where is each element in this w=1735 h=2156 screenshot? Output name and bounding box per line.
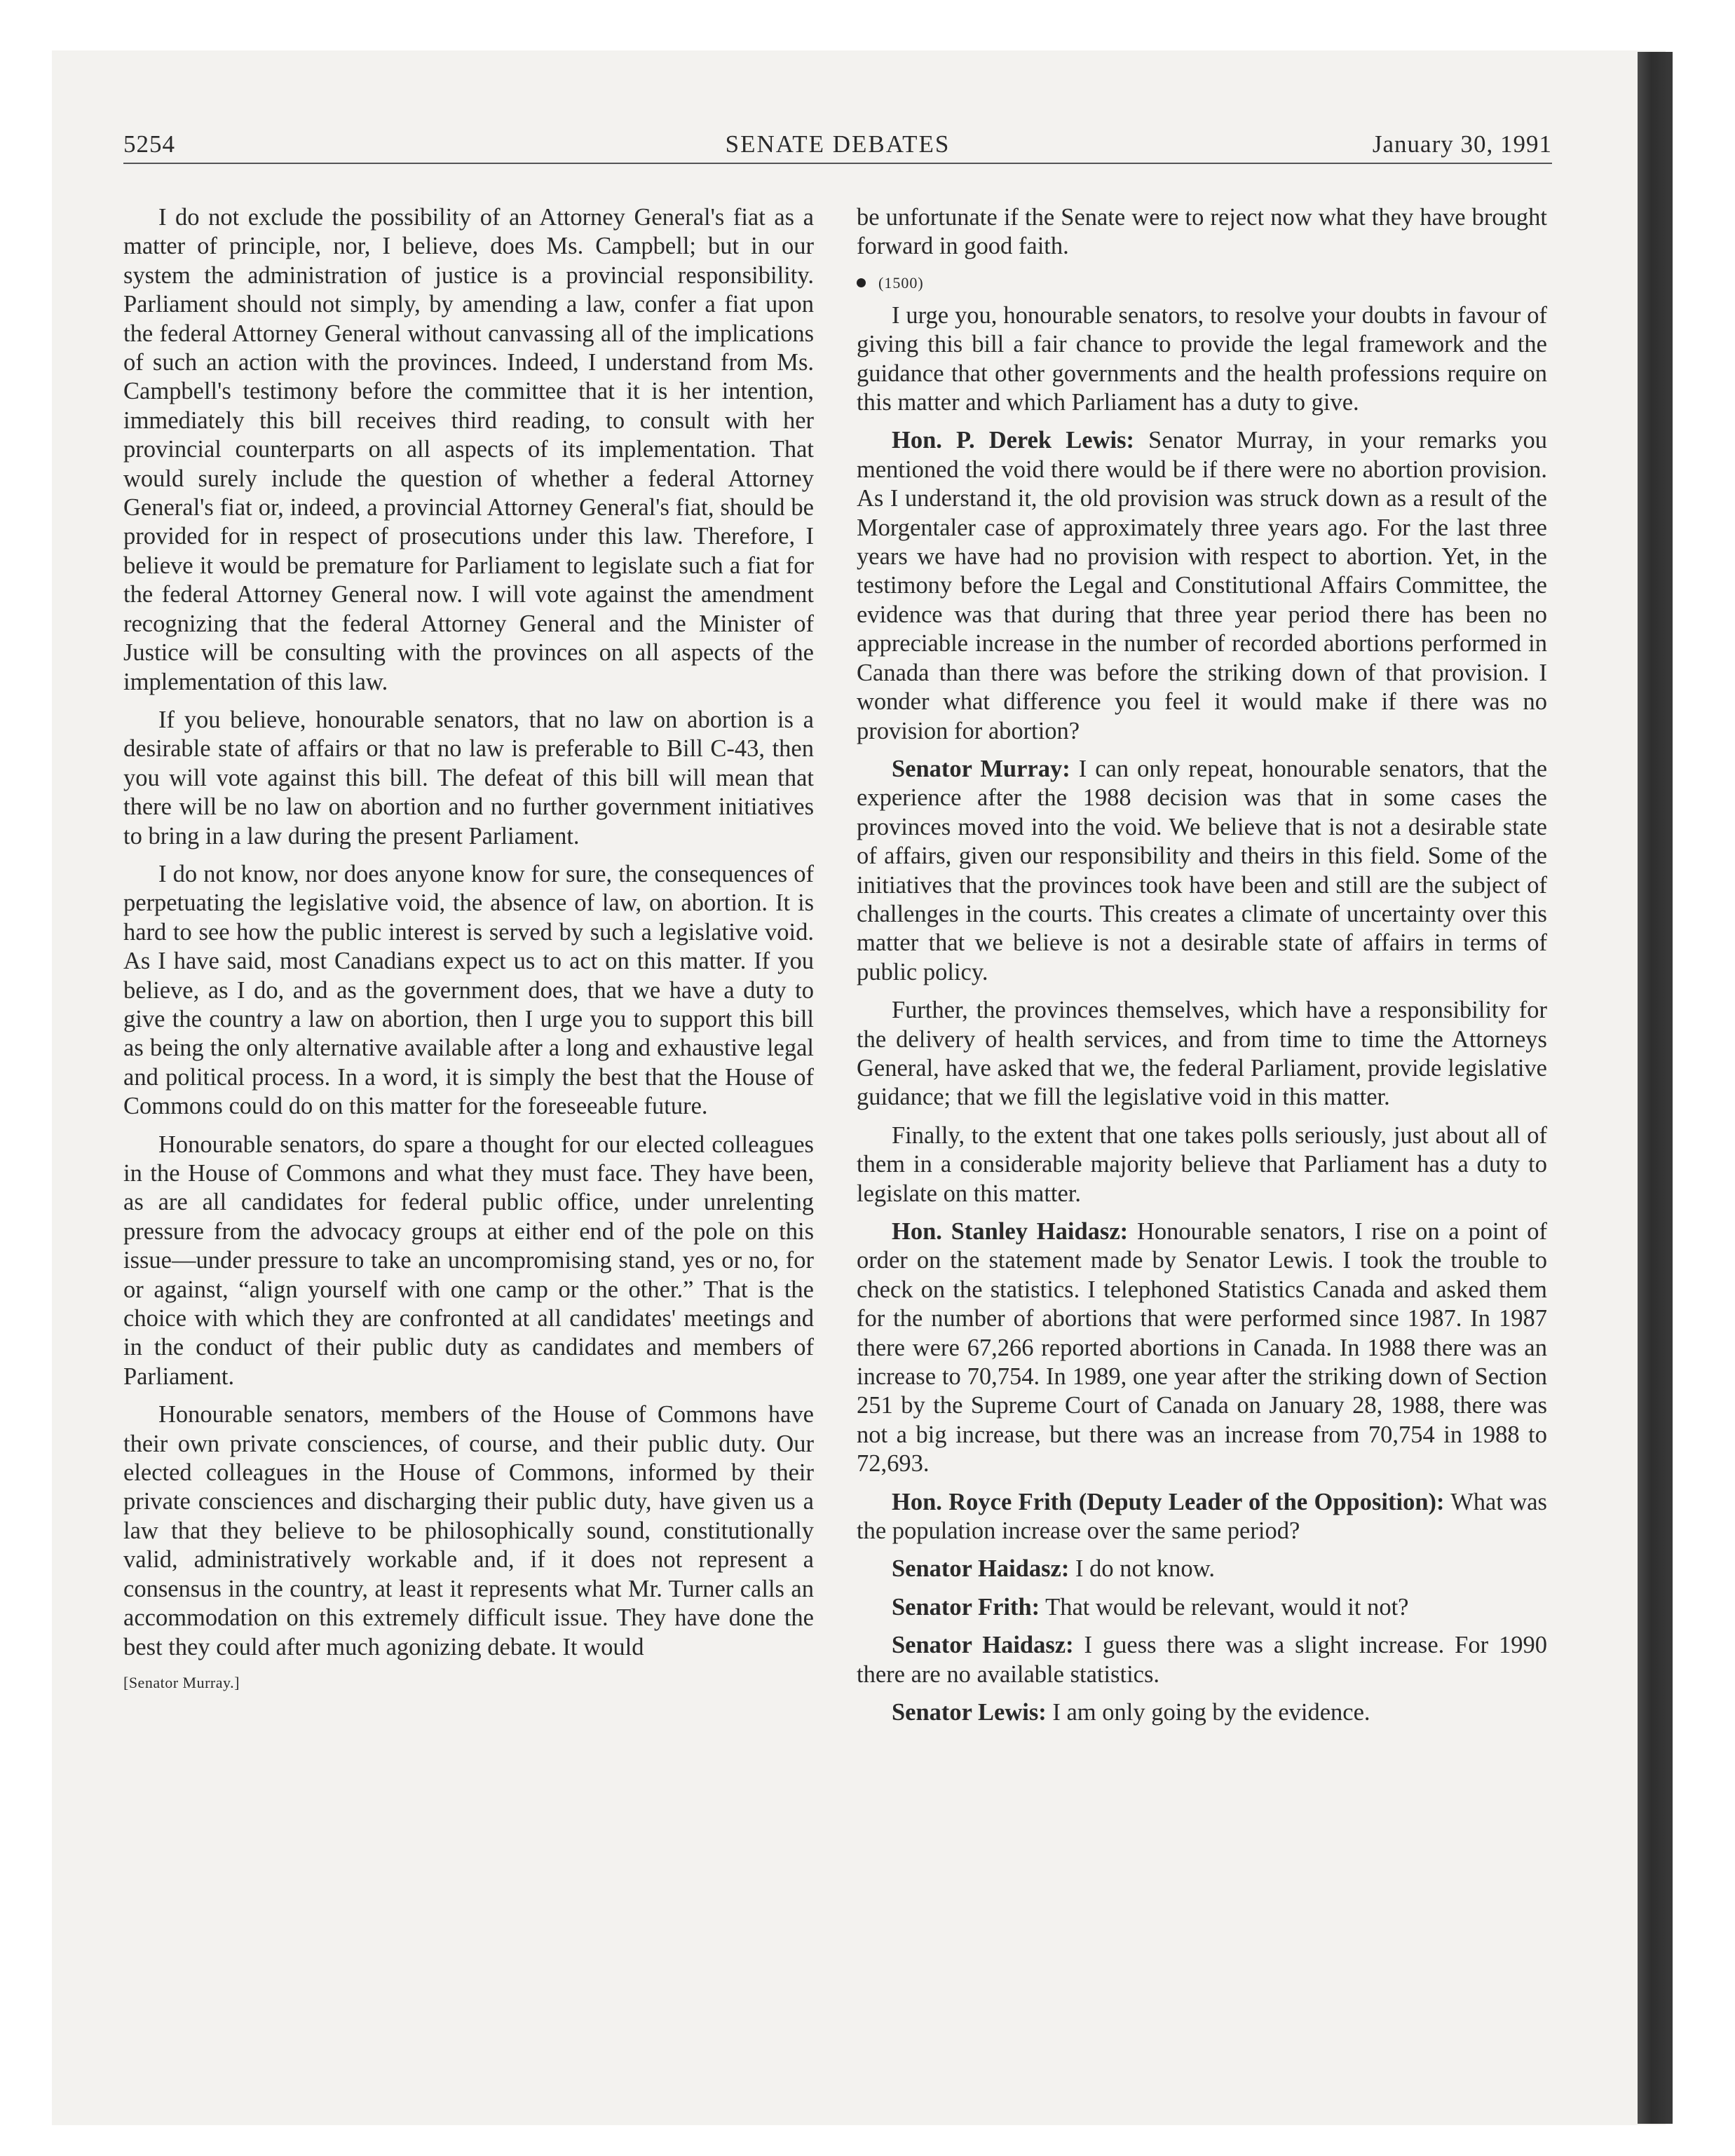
speaker-name: Senator Frith: xyxy=(892,1593,1040,1621)
speech-text: That would be relevant, would it not? xyxy=(1045,1593,1409,1621)
speech xyxy=(857,755,1547,987)
paragraph: If you believe, honourable senators, that no law on abortion is a desirable state of affairs or that no law is preferable to Bill C-43, then you will vote against this bill. The defeat of this bill will mean that there will be no law on abortion and no further government initiatives to bring in a law during the present Parliament. xyxy=(123,706,814,850)
speaker-footnote: [Senator Murray.] xyxy=(123,1673,240,1691)
speech-text: I am only going by the evidence. xyxy=(1052,1699,1370,1726)
speech xyxy=(857,1593,1547,1622)
speech-text: I can only repeat, honourable senators, that the experience after the 1988 decision was that in some cases the provinces moved into the void. We believe that is not a desirable state of affairs, given our responsibility and theirs in this field. Some of the initiatives that the provinces took have been and still are the subject of challenges in the courts. This creates a climate of uncertainty over this matter that we believe is not a desirable state of affairs in terms of public policy. xyxy=(857,755,1548,985)
page-number: 5254 xyxy=(123,130,175,158)
speech xyxy=(857,1631,1547,1689)
time-marker-text: (1500) xyxy=(878,273,924,292)
speaker-name: Senator Haidasz: xyxy=(892,1632,1074,1659)
speech xyxy=(857,1698,1547,1727)
speech-text: I guess there was a slight increase. For 1990 there are no available statistics. xyxy=(857,1632,1548,1688)
paragraph: Honourable senators, do spare a thought for our elected colleagues in the House of Commons and what they must face. They have been, as are all candidates for federal public office, under unrelenting pressure from the advocacy groups at either end of the pole on this issue—under pressure to take an uncompromising stand, yes or no, for or against, “align yourself with one camp or the other.” That is the choice with which they are confronted at all candidates' meetings and in the conduct of their public duty as candidates and members of Parliament. xyxy=(123,1131,814,1390)
speech-text: Senator Murray, in your remarks you mentioned the void there would be if there were no abortion provision. As I understand it, the old provision was struck down as a result of the Morgentaler case of approximately three years ago. For the last three years we have had no provision with respect to abortion. Yet, in the testimony before the Legal and Constitutional Affairs Committee, the evidence was that during that three year period there has been no appreciable increase in the number of recorded abortions performed in Canada than there was before the striking down of that provision. I wonder what difference you feel it would make if there was no provision for abortion? xyxy=(857,427,1547,744)
right-column xyxy=(857,203,1547,1737)
page-date: January 30, 1991 xyxy=(1372,130,1552,158)
publication-title: SENATE DEBATES xyxy=(725,130,951,158)
speech xyxy=(857,1217,1547,1479)
speech-text: Honourable senators, I rise on a point of order on the statement made by Senator Lewis. I took the trouble to check on the statistics. I telephoned Statistics Canada and asked them for the number of abortions that were performed since 1987. In 1987 there were 67,266 reported abortions in Canada. In 1988 there was an increase to 70,754. In 1989, one year after the striking down of Section 251 by the Supreme Court of Canada on January 28, 1988, there was not a big increase, but there was an increase from 70,754 in 1988 to 72,693. xyxy=(857,1218,1548,1478)
speech xyxy=(857,426,1547,745)
speech xyxy=(857,1488,1547,1546)
paragraph: Further, the provinces themselves, which have a responsibility for the delivery of health services, and from time to time the Attorneys General, have asked that we, the federal Parliament, provide legislative guidance; that we fill the legislative void in this matter. xyxy=(857,997,1547,1111)
speaker-name: Senator Lewis: xyxy=(892,1699,1047,1726)
speaker-name: Senator Haidasz: xyxy=(892,1555,1070,1583)
time-marker xyxy=(857,271,1547,296)
paragraph: Finally, to the extent that one takes polls seriously, just about all of them in a considerable majority believe that Parliament has a duty to legislate on this matter. xyxy=(857,1121,1547,1207)
paragraph: be unfortunate if the Senate were to reject now what they have brought forward in good faith. xyxy=(857,204,1547,260)
binding-edge xyxy=(1638,52,1673,2124)
bullet-icon xyxy=(857,278,866,287)
speech-text: What was the population increase over the same period? xyxy=(857,1488,1547,1545)
speech xyxy=(857,1555,1547,1583)
speaker-name: Hon. P. Derek Lewis: xyxy=(892,427,1134,454)
speaker-name: Hon. Royce Frith (Deputy Leader of the Opposition): xyxy=(892,1488,1445,1515)
left-column xyxy=(123,203,814,1695)
speaker-name: Hon. Stanley Haidasz: xyxy=(892,1218,1129,1245)
paragraph: I do not know, nor does anyone know for sure, the consequences of perpetuating the legislative void, the absence of law, on abortion. It is hard to see how the public interest is served by such a legislative void. As I have said, most Canadians expect us to act on this matter. If you believe, as I do, and as the government does, that we have a duty to give the country a law on abortion, then I urge you to support this bill as being the only alternative available after a long and exhaustive legal and political process. In a word, it is simply the best that the House of Commons could do on this matter for the foreseeable future. xyxy=(123,860,814,1120)
speech-text: I do not know. xyxy=(1075,1555,1215,1583)
page-header xyxy=(123,130,1552,164)
paragraph: Honourable senators, members of the House of Commons have their own private consciences, of course, and their public duty. Our elected colleagues in the House of Commons, informed by their private consciences and discharging their public duty, have given us a law that they believe to be philosophically sound, constitutionally valid, administratively workable and, if it does not represent a consensus in the country, at least it represents what Mr. Turner calls an accommodation on this extremely difficult issue. They have done the best they could after much agonizing debate. It would xyxy=(123,1401,814,1660)
paragraph: I do not exclude the possibility of an Attorney General's fiat as a matter of principle, nor, I believe, does Ms. Campbell; but in our system the administration of justice is a provincial responsibility. Parliament should not simply, by amending a law, confer a fiat upon the federal Attorney General without canvassing all of the implications of such an action with the provinces. Indeed, I understand from Ms. Campbell's testimony before the committee that it is her intention, immediately this bill receives third reading, to consult with her provincial counterparts on all aspects of its implementation. That would surely include the question of whether a federal Attorney General's fiat or, indeed, a provincial Attorney General's fiat, should be provided for in respect of prosecutions under this law. Therefore, I believe it would be premature for Parliament to legislate such a fiat for the federal Attorney General now. I will vote against the amendment recognizing that the federal Attorney General and the Minister of Justice will be consulting with the provinces on all aspects of the implementation of this law. xyxy=(123,204,814,695)
speaker-name: Senator Murray: xyxy=(892,755,1070,782)
paragraph: I urge you, honourable senators, to resolve your doubts in favour of giving this bill a fair chance to provide the legal framework and the guidance that other governments and the health professions require on this matter and which Parliament has a duty to give. xyxy=(857,301,1547,416)
